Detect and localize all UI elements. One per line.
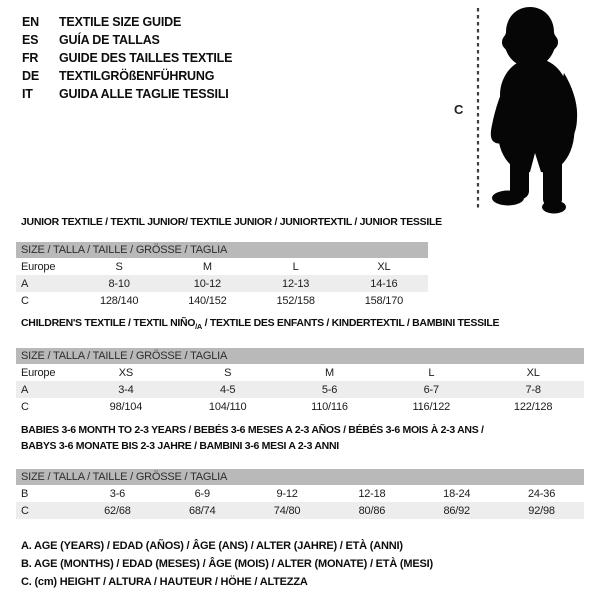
size-cell: 10-12 xyxy=(163,275,251,292)
size-cell: L xyxy=(428,366,435,379)
language-row xyxy=(22,13,232,31)
table-title-line2: BABYS 3-6 MONATE BIS 2-3 JAHRE / BAMBINI 3-6 MESI A 2-3 ANNI xyxy=(21,440,339,453)
size-cell: 6-7 xyxy=(380,381,482,398)
size-cell: 104/110 xyxy=(208,400,247,413)
language-code: IT xyxy=(22,87,33,101)
footnotes xyxy=(21,537,433,591)
size-cell: 110/116 xyxy=(311,400,348,413)
row-label: A xyxy=(16,381,75,398)
table-row xyxy=(16,275,428,292)
size-header-bar: SIZE / TALLA / TAILLE / GRÖSSE / TAGLIA xyxy=(16,242,428,258)
language-label: GUIDE DES TAILLES TEXTILE xyxy=(59,51,233,65)
table-row xyxy=(16,485,584,502)
size-cell: 3-4 xyxy=(75,381,177,398)
row-label: C xyxy=(21,294,29,307)
table-title: JUNIOR TEXTILE / TEXTIL JUNIOR/ TEXTILE JUNIOR / JUNIORTEXTIL / JUNIOR TESSILE xyxy=(21,216,442,228)
size-header-bar: SIZE / TALLA / TAILLE / GRÖSSE / TAGLIA xyxy=(16,348,584,364)
table-row xyxy=(16,398,584,415)
size-cell: 98/104 xyxy=(109,400,143,413)
section-children-textile xyxy=(16,317,584,415)
language-label: TEXTILE SIZE GUIDE xyxy=(59,15,182,29)
section-babies-textile xyxy=(16,424,584,519)
table-title: CHILDREN'S TEXTILE / TEXTIL $NIÑO_{/A}$ / TEXTILE DES ENFANTS / KINDERTEXTIL / BAMBINI TESSILE xyxy=(21,317,500,332)
row-label: Europe xyxy=(21,366,56,379)
language-header xyxy=(22,13,232,103)
size-cell: 3-6 xyxy=(109,487,126,500)
size-cell: 158/170 xyxy=(364,294,404,307)
toddler-silhouette-icon xyxy=(448,3,598,215)
footnote-b: B. AGE (MONTHS) / EDAD (MESES) / ÂGE (MOIS) / ALTER (MONATE) / ETÀ (MESI) xyxy=(21,558,433,570)
size-cell: L xyxy=(292,260,299,273)
size-cell: 8-10 xyxy=(75,275,163,292)
size-cell: 140/152 xyxy=(188,294,227,307)
size-cell: 122/128 xyxy=(513,400,553,413)
language-row xyxy=(22,31,232,49)
size-cell: 9-12 xyxy=(276,487,298,500)
size-cell: 116/122 xyxy=(412,400,451,413)
size-cell: XL xyxy=(377,260,391,273)
footnote-a: A. AGE (YEARS) / EDAD (AÑOS) / ÂGE (ANS) / ALTER (JAHRE) / ETÀ (ANNI) xyxy=(21,540,403,552)
language-row xyxy=(22,85,232,103)
size-cell: 74/80 xyxy=(245,502,330,519)
height-measure-figure xyxy=(448,3,598,215)
size-cell: S xyxy=(115,260,123,273)
row-label: A xyxy=(16,275,75,292)
footnote-c: C. (cm) HEIGHT / ALTURA / HAUTEUR / HÖHE / ALTEZZA xyxy=(21,576,308,588)
section-junior-textile xyxy=(16,216,442,309)
language-label: GUIDA ALLE TAGLIE TESSILI xyxy=(59,87,229,101)
size-cell: 68/74 xyxy=(160,502,245,519)
row-label: Europe xyxy=(21,260,56,273)
table-row xyxy=(16,381,584,398)
language-code: ES xyxy=(22,33,39,47)
size-cell: XS xyxy=(118,366,134,379)
size-cell: M xyxy=(202,260,212,273)
row-label: C xyxy=(16,502,75,519)
size-cell: 12-18 xyxy=(358,487,386,500)
size-cell: M xyxy=(325,366,334,379)
row-label: C xyxy=(21,400,29,413)
table-row xyxy=(16,292,428,309)
children-size-table xyxy=(16,364,584,415)
size-cell: 24-36 xyxy=(528,487,556,500)
language-label: TEXTILGRÖßENFÜHRUNG xyxy=(59,69,215,83)
height-measure-label: C xyxy=(454,102,464,117)
table-title: BABIES 3-6 MONTH TO 2-3 YEARS / BEBÉS 3-6 MESES A 2-3 AÑOS / BÉBÉS 3-6 MOIS À 2-3 ANS / xyxy=(21,424,484,436)
size-cell: 5-6 xyxy=(279,381,381,398)
size-cell: 80/86 xyxy=(329,502,414,519)
size-cell: 62/68 xyxy=(75,502,160,519)
size-cell: S xyxy=(224,366,232,379)
size-cell: 86/92 xyxy=(414,502,499,519)
language-code: EN xyxy=(22,15,39,29)
size-cell: 128/140 xyxy=(99,294,139,307)
size-cell: 4-5 xyxy=(177,381,279,398)
size-cell: XL xyxy=(526,366,540,379)
table-row xyxy=(16,364,584,381)
row-label: B xyxy=(21,487,29,500)
size-cell: 6-9 xyxy=(194,487,210,500)
babies-size-table xyxy=(16,485,584,519)
language-row xyxy=(22,67,232,85)
table-row xyxy=(16,502,584,519)
size-cell: 14-16 xyxy=(340,275,428,292)
size-cell: 7-8 xyxy=(482,381,584,398)
language-code: DE xyxy=(22,69,39,83)
junior-size-table xyxy=(16,258,428,309)
language-code: FR xyxy=(22,51,39,65)
language-row xyxy=(22,49,232,67)
language-label: GUÍA DE TALLAS xyxy=(59,33,160,47)
size-cell: 152/158 xyxy=(276,294,315,307)
size-cell: 18-24 xyxy=(443,487,471,500)
table-row xyxy=(16,258,428,275)
size-header-bar: SIZE / TALLA / TAILLE / GRÖSSE / TAGLIA xyxy=(16,469,584,485)
size-cell: 12-13 xyxy=(252,275,340,292)
size-cell: 92/98 xyxy=(499,502,584,519)
